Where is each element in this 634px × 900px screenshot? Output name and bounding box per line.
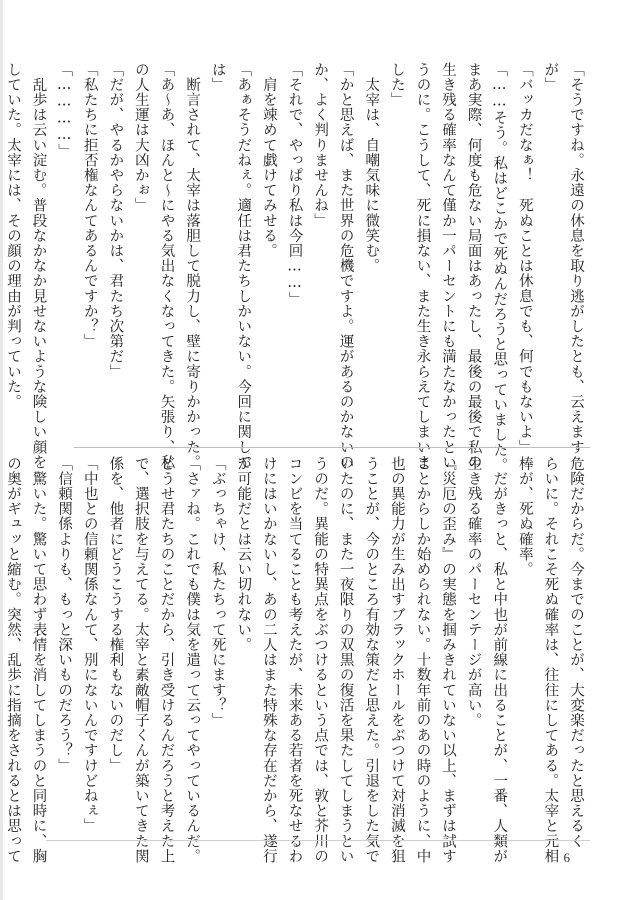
text-line: 棒が、死ぬ確率。 [516,456,533,577]
page-number: 6 [563,850,570,865]
text-line: 危険だからだ。今までのことが、大変楽だったと思えるく [568,456,584,849]
text-line: コンビを当てることも考えたが、未来ある若者を死なせるわ [286,456,303,864]
text-line: の人生運は大凶かぉ」 [132,62,149,213]
text-line: 乱歩は云い淀む。普段なかなか見せないような険しい顔を [30,62,47,470]
text-line: の奥がギュッと縮む。突然、乱歩に指摘をされるとは思って [4,456,21,864]
lower-text-block [4,456,588,864]
text-line: だがきっと、私と中也が前線に出ることが、一番、人類が [491,456,508,864]
text-line: 也の異能力が生み出すブラックホールをぶつけて対消滅を狙 [388,456,405,864]
text-line: 『災厄の歪み』の実態を掴みきれていない以上、まずは試す [440,456,457,864]
text-line: 生き残る確率のパーセンテージが高い。 [465,456,482,728]
text-line: が」 [542,62,559,93]
text-line: 係を、他者にどうこうする権利もないのだし」 [107,456,124,774]
text-line: 「私たちに拒否権なんてあるんですか？」 [81,62,98,349]
text-line: 「かと思えば、また世界の危機ですよ。運があるのかないの [337,62,354,470]
text-line: 「……そう。私はどこかで死ぬんだろうと思っていました。 [491,62,508,473]
text-line: していた。太宰には、その顔の理由が判っていた。 [4,62,21,410]
text-line: 驚いた。驚いて思わず表情を消してしまうのと同時に、胸 [30,456,47,864]
text-line: 肩を竦めて戯けてみせる。 [260,62,277,259]
text-line: けにはいかないし、あの二人はまた特殊な存在だから、遂行 [260,456,277,864]
text-line: うのに。こうして、死に損ない、また生き永らえてしまいま [414,62,431,470]
text-line: 「中也との信頼関係なんて、別にないんですけどねぇ」 [81,456,98,834]
text-line: 「そうですね。永遠の休息を取り逃がしたとも、云えます [568,62,584,455]
section-divider [74,447,590,448]
text-line: 「あ～あ、ほんと～にやる気出なくなってきた。矢張り、私 [158,62,175,470]
text-line: うのだ。異能の特異点をぶつけるという点では、敦と芥川の [312,456,329,864]
text-line: いたのに、また一夜限りの双黒の復活を果たしてしまうとい [337,456,354,864]
text-line: 生き残る確率なんて僅か一パーセントにも満たなかったとい [440,62,457,470]
upper-text-block [4,62,588,473]
text-line: うことが、今のところ有効な策だと思えた。引退をした気で [363,456,380,864]
text-line: 「あぁそうだねぇ。適任は君たちしかいない。今回に関して [235,62,252,470]
text-line: した」 [388,62,405,108]
footer-rule [46,840,590,841]
text-line: は」 [209,62,226,93]
text-line: か、よく判りませんね」 [312,62,329,229]
text-line: 「それで、やっぱり私は今回……」 [286,62,303,307]
text-line: で、選択肢を与えてる。太宰と素敵帽子くんが築いてきた関 [132,456,149,864]
text-line: 「信頼関係よりも、もっと深いものだろう？」 [56,456,73,774]
text-line: 「…………」 [56,62,73,159]
text-line: が可能だとは云い切れない。 [235,456,252,653]
text-line: 「バッカだなぁ！ 死ぬことは休息でも、何でもないよ」 [516,62,533,455]
text-line: まあ実際、何度も危ない局面はあったし、最後の最後で私の [465,62,482,470]
text-line: 断言されて、太宰は落胆して脱力し、壁に寄りかかった。 [184,62,201,470]
text-line: らいに。それこそ死ぬ確率は、往往にしてある。太宰と元相 [542,456,559,864]
text-line: 「ぶっちゃけ、私たちって死にます？」 [209,456,226,728]
text-line: 太宰は、自嘲気味に微笑む。 [363,62,380,274]
text-line: どうせ君たちのことだから、引き受けるんだろうと考えた上 [158,456,175,864]
text-line: ことからしか始められない。十数年前のあの時のように、中 [414,456,431,864]
text-line: 「さァね。これでも僕は気を遣って云ってやっているんだ。 [184,456,201,864]
text-line: 「だが、やるかやらないかは、君たち次第だ」 [107,62,124,380]
